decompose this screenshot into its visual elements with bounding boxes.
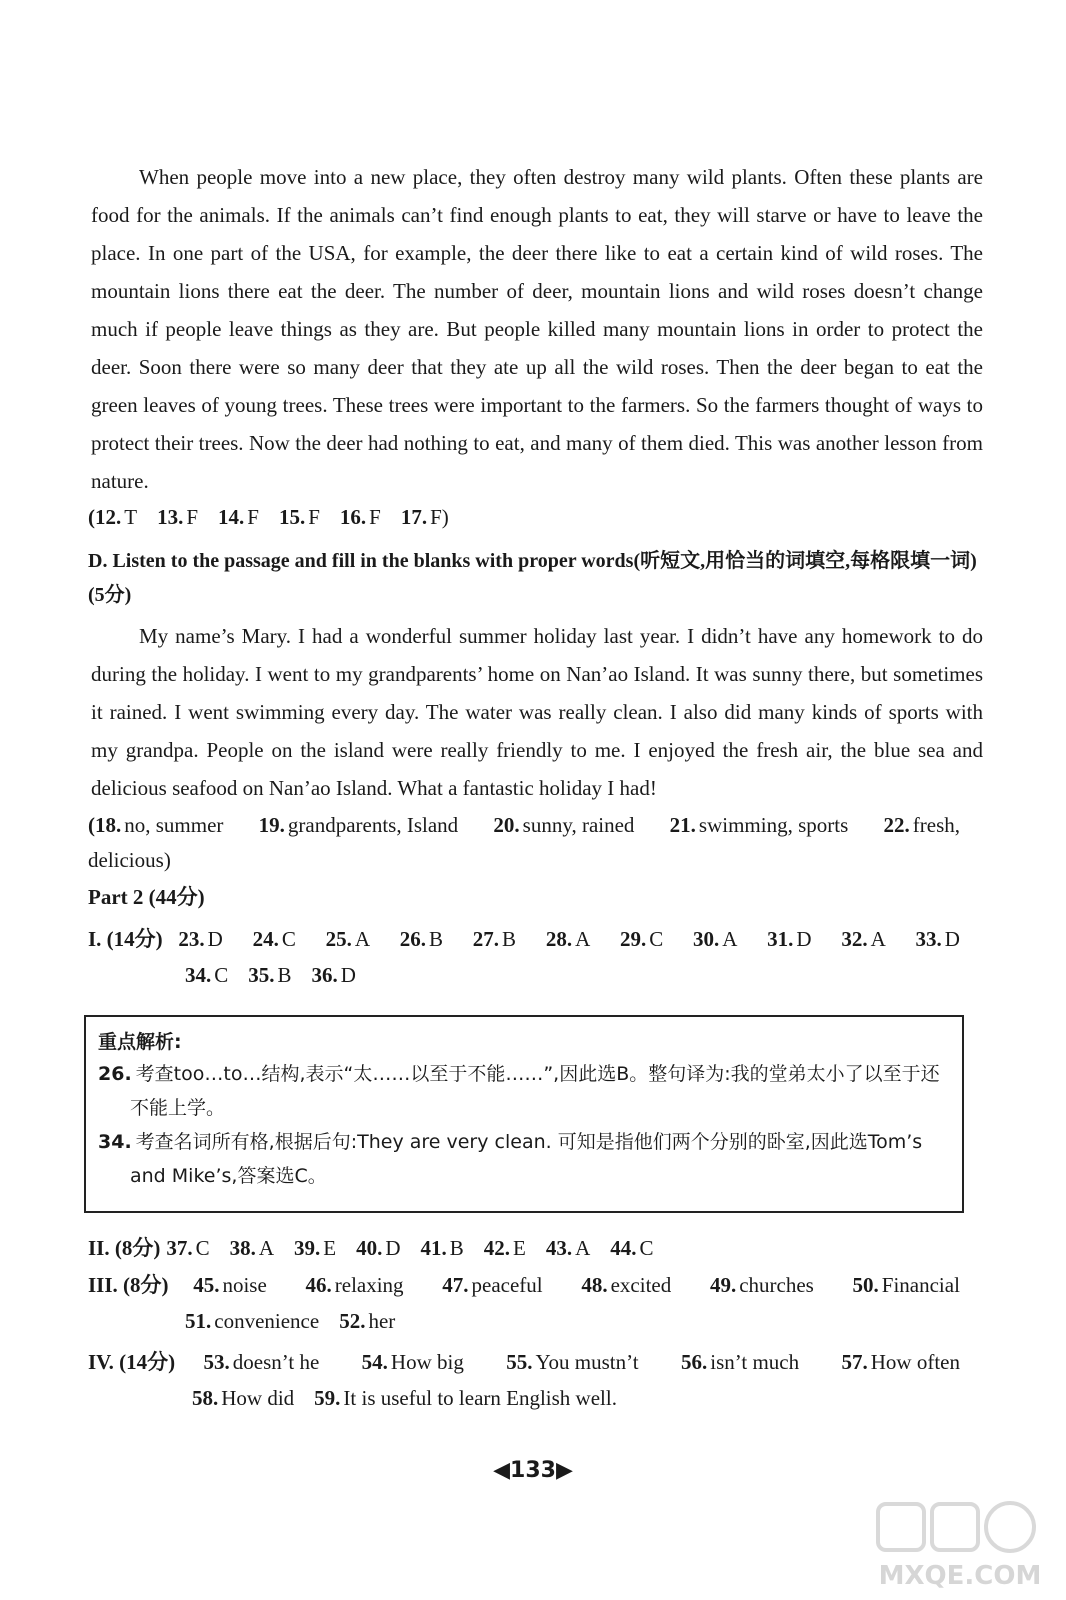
answer-item: 37. C [166,1236,210,1260]
answer-item: 19. grandparents, Island [258,813,459,837]
answer-item: (18. no, summer [88,813,224,837]
answer-item: 57. How often [841,1350,960,1374]
answer-item: 40. D [356,1236,401,1260]
answer-item: 13. F [157,505,199,529]
section-1-line2 [185,960,376,990]
answer-item: 44. C [610,1236,654,1260]
answer-item: 59. It is useful to learn English well. [314,1386,617,1410]
answer-item: 33. D [915,927,960,951]
answer-item: 32. A [841,927,886,951]
arrow-left-icon: ◀ [493,1458,511,1483]
answer-item: 16. F [339,505,381,529]
answers-d-line2: delicious) [88,848,171,872]
section-label: I. (14分) [88,927,163,951]
section-4-line1 [88,1347,980,1377]
section-4-line2 [192,1383,637,1413]
page-number: ◀133▶ [493,1458,573,1483]
answer-item: 55. You mustn’t [506,1350,639,1374]
answer-item: 53. doesn’t he [203,1350,320,1374]
answer-item: 51. convenience [185,1309,320,1333]
answer-item: 39. E [294,1236,337,1260]
passage-d: My name’s Mary. I had a wonderful summer holiday last year. I didn’t have any homework to do during the holiday. I went to my grandparents’ home on Nan’ao Island. It was sunny there, but sometimes it rained. I went swimming every day. The water was really clean. I also did many kinds of sports with my grandpa. People on the island were really friendly to me. I enjoyed the fresh air, the blue sea and delicious seafood on Nan’ao Island. What a fantastic holiday I had! [91,624,983,800]
answers-d-line1 [88,810,980,840]
answer-item: 28. A [545,927,591,951]
answer-item: 23. D [178,927,223,951]
part2-title: Part 2 (44分) [88,885,205,909]
answer-item: 38. A [229,1236,275,1260]
arrow-right-icon: ▶ [555,1458,573,1483]
analysis-title: 重点解析: [98,1031,182,1053]
key-analysis-box [84,1015,964,1213]
answer-item: 15. F [278,505,320,529]
answer-item: 22. fresh, [883,813,960,837]
answer-item: 34. C [185,963,229,987]
answer-item: 48. excited [581,1273,672,1297]
answer-item: 29. C [619,927,664,951]
section-1-line1 [88,924,980,954]
answer-item: 25. A [325,927,371,951]
passage-c: When people move into a new place, they often destroy many wild plants. Often these plants are food for the animals. If the animals can’t find enough plants to eat, they will starve or have to leave the place. In one part of the USA, for example, the deer there like to eat a certain kind of wild roses. The mountain lions there eat the deer. The number of deer, mountain lions and wild roses doesn’t change much if people leave things as they are. But people killed many mountain lions in order to protect the deer. Soon there were so many deer that they ate up all the wild roses. Then the deer began to eat the green leaves of young trees. These trees were important to the farmers. So the farmers thought of ways to protect their trees. Now the deer had nothing to eat, and many of them died. This was another lesson from nature. [91,165,983,493]
answer-item: 12. T [95,505,138,529]
answer-item: 41. B [420,1236,464,1260]
answer-item: 21. swimming, sports [669,813,849,837]
answer-item: 35. B [248,963,292,987]
answers-c: (12. T 13. F 14. F 15. F 16. F 17. F) [88,505,449,529]
answer-item: 24. C [252,927,296,951]
answer-item: 36. D [311,963,356,987]
section-3-line1 [88,1270,980,1300]
analysis-note: 34. 考查名词所有格,根据后句:They are very clean. 可知是指他们两个分别的卧室,因此选Tom’s and Mike’s,答案选C。 [98,1131,923,1187]
answer-item: 56. isn’t much [680,1350,800,1374]
answer-item: 45. noise [193,1273,267,1297]
section-label: III. (8分) [88,1273,169,1297]
section-3-line2 [185,1306,415,1336]
section-label: IV. (14分) [88,1350,176,1374]
section-label: II. (8分) [88,1236,161,1260]
answer-item: 31. D [767,927,812,951]
watermark-logo [868,1498,1048,1593]
answer-item: 58. How did [192,1386,295,1410]
analysis-note: 26. 考查too…to…结构,表示“太……以至于不能……”,因此选B。整句译为:我的堂弟太小了以至于还不能上学。 [98,1063,940,1119]
answer-item: 17. F) [400,505,449,529]
answer-item: 42. E [483,1236,526,1260]
answer-item: 54. How big [361,1350,464,1374]
answer-item: 14. F [218,505,259,529]
answer-item: 46. relaxing [305,1273,404,1297]
answer-item: 52. her [339,1309,396,1333]
answer-item: 43. A [545,1236,591,1260]
section-d-heading: D. Listen to the passage and fill in the blanks with proper words(听短文,用恰当的词填空,每格限填一词)(5分) [88,550,977,606]
answer-item: 26. B [399,927,444,951]
answer-item: 27. B [472,927,517,951]
answer-item: 20. sunny, rained [493,813,635,837]
answer-item: 47. peaceful [442,1273,543,1297]
answer-item: 49. churches [709,1273,814,1297]
section-2-line [88,1233,674,1263]
answer-item: 30. A [693,927,738,951]
answer-item: 50. Financial [852,1273,960,1297]
watermark-text: MXQE.COM [878,1561,1042,1591]
